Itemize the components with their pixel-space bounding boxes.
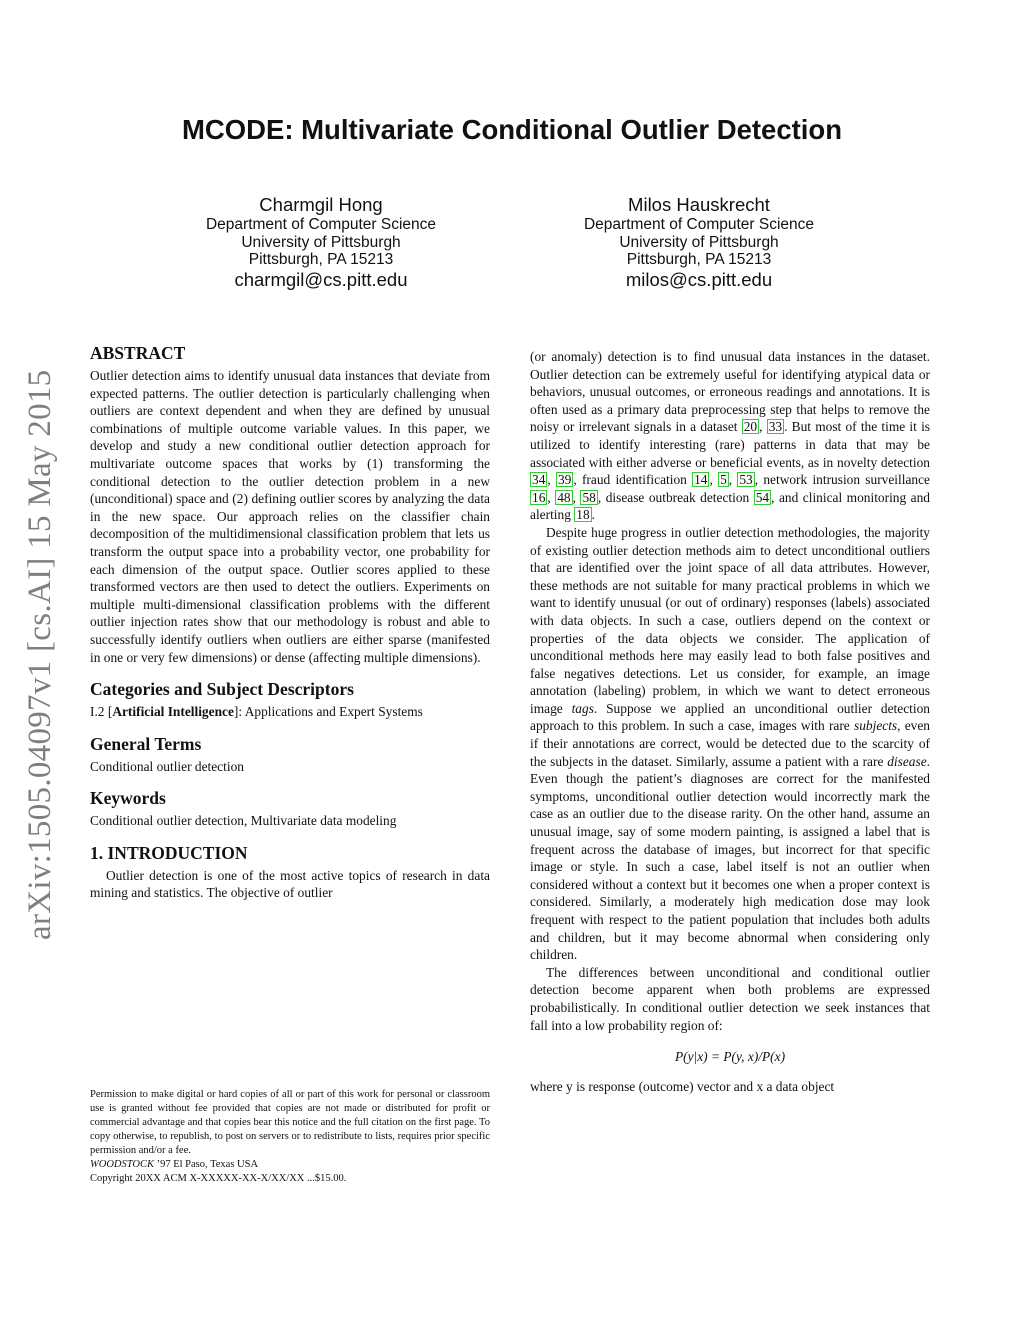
- citation-link[interactable]: 16: [532, 489, 546, 505]
- citation-link[interactable]: 14: [694, 472, 708, 488]
- body-paragraph-3: The differences between unconditional and conditional outlier detection become apparent when both problems are expressed probabilistically. In conditional outlier detection we seek instances that fall into a low probability region of:: [530, 964, 930, 1033]
- citation-link[interactable]: 39: [557, 472, 572, 488]
- author-block-2: [529, 194, 869, 291]
- left-column: [90, 342, 490, 902]
- keywords-heading: Keywords: [90, 788, 166, 809]
- citation-link[interactable]: 53: [739, 472, 753, 488]
- copyright-line: Copyright 20XX ACM X-XXXXX-XX-X/XX/XX ...$15.00.: [90, 1173, 347, 1184]
- citation-link[interactable]: 34: [532, 472, 546, 488]
- citation-link[interactable]: 5: [720, 472, 727, 488]
- citation-link[interactable]: 33: [768, 419, 783, 435]
- introduction-paragraph: Outlier detection is one of the most active topics of research in data mining and statistics. The objective of outlier: [90, 867, 490, 901]
- author-department: Department of Computer Science: [583, 216, 815, 233]
- categories-heading: Categories and Subject Descriptors: [90, 679, 354, 700]
- venue-line: WOODSTOCK ’97 El Paso, Texas USA: [90, 1159, 259, 1170]
- citation-link[interactable]: 48: [557, 489, 571, 505]
- citation-link[interactable]: 58: [582, 489, 596, 505]
- categories-text: I.2 [Artificial Intelligence]: Applications and Expert Systems: [90, 704, 423, 720]
- permission-text: Permission to make digital or hard copies of all or part of this work for personal or classroom use is granted without fee provided that copies are not made or distributed for profit or commercial advantage and that copies bear this notice and the full citation on the first page. To copy otherwise, to republish, to post on servers or to redistribute to lists, requires prior specific permission and/or a fee.: [90, 1089, 490, 1156]
- body-paragraph-1: (or anomaly) detection is to find unusual data instances in the dataset. Outlier detection can be extremely useful for identifying atypical data or behaviors, unusual outcomes, or erroneous readings and annotations. It is often used as a primary data preprocessing step that helps to remove the noisy or irrelevant signals in a dataset 20 , 33 . But most of the time it is utilized to identify interesting (rare) patterns in data that may be associated with either adverse or beneficial events, as in novelty detection 34 , 39 , fraud identification 14 , 5 , 53 , network intrusion surveillance 16 , 48 , 58 , disease outbreak detection 54 , and clinical monitoring and alerting 18 .: [530, 349, 931, 523]
- citation-link[interactable]: 20: [743, 419, 758, 435]
- right-column: [530, 348, 930, 1095]
- abstract-text: Outlier detection aims to identify unusual data instances that deviate from expected patterns. The outlier detection is particularly challenging when outliers are context dependent and when they are defined by unusual combinations of multiple outcome variable values. In this paper, we develop and study a new conditional outlier detection approach for multivariate outcome spaces that works by (1) transforming the conditional detection to the outlier detection problem in a new (unconditional) space and (2) defining outlier scores by analyzing the data in the new space. Our approach relies on the classifier chain decomposition of the multidimensional classification problem that lets us transform the output space into a probability vector, one probability for each dimension of the output space. Outlier scores applied to these transformed vectors are then used to detect the outliers. Experiments on multiple multi-dimensional classification problems with the different outlier injection rates show that our methodology is robust and able to successfully identify outliers when outliers are either sparse (manifested in one or very few dimensions) or dense (affecting multiple dimensions).: [90, 368, 490, 665]
- abstract-heading: ABSTRACT: [90, 343, 186, 363]
- author-name: Charmgil Hong: [259, 194, 383, 215]
- permission-footnote: [90, 1088, 490, 1186]
- author-city: Pittsburgh, PA 15213: [248, 251, 394, 268]
- citation-link[interactable]: 54: [755, 489, 770, 505]
- equation: P(y|x) = P(y, x)/P(x): [674, 1049, 786, 1065]
- body-paragraph-4: where y is response (outcome) vector and x a data object: [530, 1078, 835, 1094]
- arxiv-stamp: arXiv:1505.04097v1 [cs.AI] 15 May 2015: [22, 369, 58, 940]
- paper-title: MCODE: Multivariate Conditional Outlier Detection: [181, 114, 843, 145]
- general-terms-heading: General Terms: [90, 733, 202, 754]
- author-university: University of Pittsburgh: [241, 233, 401, 251]
- body-paragraph-2: Despite huge progress in outlier detection methodologies, the majority of existing outlier detection methods aim to detect unconditional outliers that are identified over the joint space of all data attributes. However, these methods are not suitable for many practical problems in which we want to identify unusual (or out of ordinary) responses (labels) associated with data objects. In such a case, outliers depend on the context or properties of the data objects we consider. The application of unconditional methods here may easily lead to both false positives and false negatives detections. Let us consider, for example, an image annotation (labeling) problem, in which we want to detect erroneous image tags. Suppose we applied an unconditional outlier detection approach to this problem. In such a case, images with rare subjects, even if their annotations are correct, would be detected due to the scarcity of the subjects in the dataset. Similarly, assume a patient with a rare disease. Even though the patient’s diagnoses are correct for the manifested symptoms, unconditional outlier detection would incorrectly mark the case as an outlier due to the disease rarity. On the other hand, assume an unusual image, say of some modern painting, is assigned a label that is frequent across the database of images, but incorrect for that specific image or style. In such a case, label itself is not an outlier when considered without a context but it becomes one when a proper context is considered. Similarly, a moderately high medication dose may look frequent with respect to the patient population that includes both adults and children, but it may become abnormal when considering only children.: [530, 524, 931, 963]
- general-terms-text: Conditional outlier detection: [90, 758, 244, 774]
- author-email[interactable]: charmgil@cs.pitt.edu: [234, 268, 408, 290]
- author-name: Milos Hauskrecht: [628, 194, 770, 215]
- author-email[interactable]: milos@cs.pitt.edu: [625, 268, 773, 290]
- citation-link[interactable]: 18: [576, 507, 590, 523]
- author-university: University of Pittsburgh: [619, 233, 779, 251]
- introduction-heading: 1. INTRODUCTION: [90, 842, 248, 863]
- author-city: Pittsburgh, PA 15213: [626, 251, 772, 268]
- author-department: Department of Computer Science: [205, 216, 437, 233]
- keywords-text: Conditional outlier detection, Multivariate data modeling: [90, 813, 397, 829]
- author-block-1: [151, 194, 491, 291]
